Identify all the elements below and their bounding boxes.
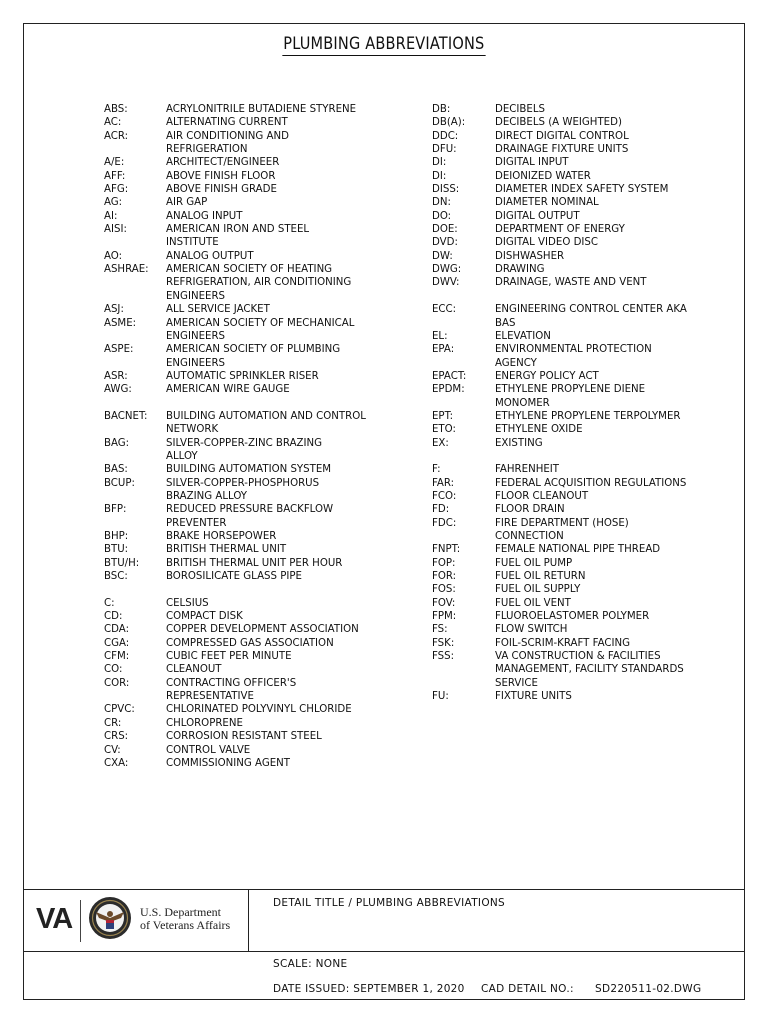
abbreviation-code: ASJ:: [104, 304, 124, 316]
abbreviation-code: FOR:: [432, 571, 457, 583]
abbreviation-code: FOS:: [432, 584, 456, 596]
abbreviation-code: FPM:: [432, 611, 457, 623]
abbreviation-entry: [432, 130, 705, 143]
abbreviation-definition: FLOOR CLEANOUT: [495, 490, 589, 502]
abbreviation-definition: CONTROL VALVE: [166, 744, 251, 756]
abbreviation-definition: SILVER-COPPER-ZINC BRAZING ALLOY: [166, 437, 323, 462]
abbreviation-definition: CLEANOUT: [166, 664, 222, 676]
abbreviation-definition: BRITISH THERMAL UNIT PER HOUR: [166, 557, 343, 569]
abbreviation-code: FSK:: [432, 637, 455, 649]
abbreviation-entry: [104, 156, 396, 169]
abbreviation-code: BTU:: [104, 544, 129, 556]
abbreviation-definition: AIR CONDITIONING AND REFRIGERATION: [166, 130, 289, 156]
abbreviation-code: CFM:: [104, 651, 130, 663]
abbreviation-entry: [104, 677, 396, 704]
abbreviation-definition: BRITISH THERMAL UNIT: [166, 544, 287, 556]
abbreviation-code: DISS:: [432, 184, 460, 196]
abbreviation-code: EX:: [432, 437, 449, 449]
section-gap: [104, 583, 396, 596]
abbreviation-code: FDC:: [432, 517, 457, 529]
abbreviation-code: AO:: [104, 250, 123, 262]
abbreviation-code: FS:: [432, 624, 448, 636]
abbreviation-definition: BUILDING AUTOMATION AND CONTROL NETWORK: [166, 410, 366, 436]
abbreviation-definition: FLOW SWITCH: [495, 624, 568, 636]
abbreviation-code: DOE:: [432, 224, 458, 236]
abbreviation-entry: [104, 610, 396, 623]
page-title: PLUMBING ABBREVIATIONS: [283, 34, 485, 54]
abbreviation-definition: ACRYLONITRILE BUTADIENE STYRENE: [166, 104, 357, 115]
abbreviation-entry: [104, 543, 396, 556]
cad-detail-number: SD220511-02.DWG: [595, 983, 702, 995]
abbreviation-entry: [104, 730, 396, 743]
abbreviation-entry: [432, 223, 705, 236]
abbreviation-entry: [432, 410, 705, 423]
va-seal-icon: [88, 896, 132, 940]
abbreviation-code: CRS:: [104, 731, 129, 743]
abbreviation-code: BAS:: [104, 464, 128, 476]
abbreviation-definition: SILVER-COPPER-PHOSPHORUS BRAZING ALLOY: [166, 477, 320, 502]
abbreviation-definition: VA CONSTRUCTION & FACILITIES MANAGEMENT, FACILITY STANDARDS SERVICE: [495, 651, 684, 689]
abbreviation-entry: [104, 623, 396, 636]
abbreviation-code: DWG:: [432, 264, 462, 276]
abbreviation-definition: CONTRACTING OFFICER'S REPRESENTATIVE: [166, 677, 297, 703]
abbreviation-definition: DEIONIZED WATER: [495, 170, 591, 182]
abbreviation-definition: ANALOG OUTPUT: [166, 250, 254, 262]
abbreviation-definition: BUILDING AUTOMATION SYSTEM: [166, 464, 332, 476]
abbreviation-entry: [104, 116, 396, 129]
abbreviation-entry: [432, 437, 705, 450]
abbreviation-entry: [104, 744, 396, 757]
abbreviation-entry: [432, 383, 705, 410]
abbreviation-entry: [104, 477, 396, 504]
abbreviation-definition: DIRECT DIGITAL CONTROL: [495, 130, 629, 142]
abbreviation-entry: [432, 597, 705, 610]
abbreviation-entry: [432, 303, 705, 330]
abbreviation-definition: FLUOROELASTOMER POLYMER: [495, 611, 650, 623]
abbreviation-code: ABS:: [104, 104, 128, 115]
abbreviation-code: FU:: [432, 691, 449, 703]
abbreviation-code: FAR:: [432, 477, 455, 489]
abbreviation-definition: AMERICAN WIRE GAUGE: [166, 384, 290, 396]
abbreviation-code: C:: [104, 597, 115, 609]
abbreviation-code: ECC:: [432, 304, 457, 316]
abbreviation-entry: [104, 303, 396, 316]
abbreviation-code: EPT:: [432, 410, 454, 422]
abbreviation-definition: ENGINEERING CONTROL CENTER AKA BAS: [495, 304, 687, 329]
section-gap: [432, 450, 705, 463]
abbreviation-entry: [104, 196, 396, 209]
abbreviation-entry: [104, 703, 396, 716]
abbreviation-entry: [432, 250, 705, 263]
abbreviation-entry: [432, 156, 705, 169]
abbreviation-entry: [432, 583, 705, 596]
abbreviation-code: DDC:: [432, 130, 459, 142]
abbreviation-entry: [104, 223, 396, 250]
abbreviation-entry: [104, 503, 396, 530]
abbreviation-code: EPDM:: [432, 384, 465, 396]
abbreviation-definition: DRAWING: [495, 264, 545, 276]
abbreviation-definition: DRAINAGE FIXTURE UNITS: [495, 144, 629, 156]
abbreviation-entry: [432, 477, 705, 490]
abbreviation-entry: [104, 130, 396, 157]
abbreviation-code: CO:: [104, 664, 123, 676]
abbreviation-code: DWV:: [432, 277, 460, 289]
abbreviation-definition: ELEVATION: [495, 330, 551, 342]
cad-detail-label: CAD DETAIL NO.:: [481, 983, 574, 995]
abbreviation-definition: FUEL OIL PUMP: [495, 557, 573, 569]
abbreviation-code: FD:: [432, 504, 450, 516]
abbreviation-definition: FUEL OIL VENT: [495, 597, 571, 609]
abbreviation-code: CDA:: [104, 624, 130, 636]
abbreviation-entry: [432, 610, 705, 623]
abbreviation-definition: ALTERNATING CURRENT: [166, 117, 288, 129]
logo-separator: [80, 900, 81, 942]
abbreviation-definition: FAHRENHEIT: [495, 464, 560, 476]
title-block-divider-top: [23, 889, 745, 890]
abbreviation-entry: [104, 597, 396, 610]
abbreviation-definition: FUEL OIL SUPPLY: [495, 584, 581, 596]
abbreviation-definition: AMERICAN SOCIETY OF PLUMBING ENGINEERS: [166, 344, 341, 369]
abbreviation-code: EPACT:: [432, 370, 467, 382]
abbreviation-entry: [432, 637, 705, 650]
abbreviation-entry: [104, 663, 396, 676]
abbreviation-code: BAG:: [104, 437, 130, 449]
abbreviation-code: ASME:: [104, 317, 137, 329]
abbreviation-code: F:: [432, 464, 441, 476]
abbreviation-definition: COMPACT DISK: [166, 611, 243, 623]
abbreviation-code: DB:: [432, 104, 451, 115]
abbreviation-entry: [104, 317, 396, 344]
abbreviation-entry: [432, 263, 705, 276]
abbreviation-definition: DEPARTMENT OF ENERGY: [495, 224, 625, 236]
abbreviation-entry: [432, 143, 705, 156]
abbreviation-definition: CELSIUS: [166, 597, 209, 609]
department-name: U.S. Department of Veterans Affairs: [140, 905, 231, 932]
abbreviation-definition: FUEL OIL RETURN: [495, 571, 586, 583]
abbreviation-code: AWG:: [104, 384, 132, 396]
abbreviation-definition: COMPRESSED GAS ASSOCIATION: [166, 637, 334, 649]
abbreviation-definition: DIAMETER INDEX SAFETY SYSTEM: [495, 184, 669, 196]
abbreviation-definition: DIGITAL OUTPUT: [495, 210, 580, 222]
abbreviation-entry: [104, 717, 396, 730]
abbreviation-code: AISI:: [104, 224, 127, 236]
abbreviation-entry: [104, 650, 396, 663]
abbreviation-entry: [104, 370, 396, 383]
abbreviation-definition: FEMALE NATIONAL PIPE THREAD: [495, 544, 661, 556]
title-block-divider-vertical: [248, 889, 249, 951]
abbreviation-definition: ABOVE FINISH FLOOR: [166, 170, 276, 182]
abbreviation-code: FCO:: [432, 490, 457, 502]
abbreviation-code: DFU:: [432, 144, 457, 156]
abbreviation-entry: [104, 210, 396, 223]
abbreviation-code: AC:: [104, 117, 122, 129]
abbreviation-definition: ENVIRONMENTAL PROTECTION AGENCY: [495, 344, 652, 369]
abbreviation-entry: [432, 116, 705, 129]
section-gap: [432, 290, 705, 303]
abbreviation-entry: [432, 503, 705, 516]
abbreviation-entry: [432, 423, 705, 436]
abbreviation-definition: CHLORINATED POLYVINYL CHLORIDE: [166, 704, 352, 716]
abbreviation-code: CPVC:: [104, 704, 135, 716]
abbreviation-entry: [104, 383, 396, 396]
abbreviation-entry: [104, 570, 396, 583]
abbreviation-entry: [104, 170, 396, 183]
abbreviation-definition: AUTOMATIC SPRINKLER RISER: [166, 370, 319, 382]
abbreviation-code: FNPT:: [432, 544, 461, 556]
abbreviation-definition: FOIL-SCRIM-KRAFT FACING: [495, 637, 630, 649]
abbreviation-code: DVD:: [432, 237, 458, 249]
abbreviation-code: CR:: [104, 717, 122, 729]
abbreviation-code: DO:: [432, 210, 452, 222]
abbreviation-code: BFP:: [104, 504, 127, 516]
abbreviation-entry: [432, 343, 705, 370]
date-issued: DATE ISSUED: SEPTEMBER 1, 2020: [273, 983, 465, 995]
abbreviation-code: ACR:: [104, 130, 129, 142]
abbreviation-code: AFG:: [104, 184, 129, 196]
abbreviation-code: CGA:: [104, 637, 130, 649]
abbreviation-definition: COMMISSIONING AGENT: [166, 757, 291, 769]
abbreviation-definition: ARCHITECT/ENGINEER: [166, 157, 280, 169]
abbreviation-entry: [432, 557, 705, 570]
abbreviation-list-right: [432, 103, 705, 703]
abbreviation-definition: CHLOROPRENE: [166, 717, 243, 729]
abbreviation-code: DN:: [432, 197, 451, 209]
abbreviation-entry: [432, 103, 705, 116]
abbreviation-code: BSC:: [104, 571, 128, 583]
abbreviation-definition: DIGITAL VIDEO DISC: [495, 237, 599, 249]
abbreviation-definition: DISHWASHER: [495, 250, 565, 262]
abbreviation-entry: [432, 490, 705, 503]
abbreviation-code: DI:: [432, 157, 447, 169]
abbreviation-entry: [104, 343, 396, 370]
title-block-divider-middle: [23, 951, 745, 952]
abbreviation-entry: [104, 410, 396, 437]
abbreviation-code: ASHRAE:: [104, 264, 149, 276]
abbreviation-definition: AMERICAN SOCIETY OF HEATING REFRIGERATION, AIR CONDITIONING ENGINEERS: [166, 264, 352, 302]
abbreviation-definition: ANALOG INPUT: [166, 210, 243, 222]
abbreviation-code: ASPE:: [104, 344, 134, 356]
abbreviation-code: AG:: [104, 197, 123, 209]
abbreviation-entry: [104, 530, 396, 543]
detail-title: DETAIL TITLE / PLUMBING ABBREVIATIONS: [273, 897, 505, 909]
abbreviation-code: CV:: [104, 744, 121, 756]
abbreviation-definition: FIXTURE UNITS: [495, 691, 572, 703]
abbreviation-entry: [432, 543, 705, 556]
abbreviation-definition: COPPER DEVELOPMENT ASSOCIATION: [166, 624, 359, 636]
abbreviation-definition: DRAINAGE, WASTE AND VENT: [495, 277, 647, 289]
abbreviation-code: DI:: [432, 170, 447, 182]
abbreviation-code: ETO:: [432, 424, 456, 436]
abbreviation-entry: [432, 650, 705, 690]
abbreviation-definition: DIGITAL INPUT: [495, 157, 569, 169]
abbreviation-code: AFF:: [104, 170, 126, 182]
abbreviation-code: CD:: [104, 611, 123, 623]
abbreviation-code: BACNET:: [104, 410, 148, 422]
abbreviation-definition: REDUCED PRESSURE BACKFLOW PREVENTER: [166, 504, 334, 529]
abbreviation-entry: [432, 330, 705, 343]
abbreviation-entry: [432, 196, 705, 209]
va-logo-letters: VA: [36, 903, 73, 935]
abbreviation-entry: [432, 170, 705, 183]
abbreviation-code: COR:: [104, 677, 130, 689]
abbreviation-definition: ALL SERVICE JACKET: [166, 304, 270, 316]
abbreviation-code: FSS:: [432, 651, 455, 663]
scale-label: SCALE: NONE: [273, 958, 348, 970]
abbreviation-definition: CORROSION RESISTANT STEEL: [166, 731, 322, 743]
abbreviation-entry: [432, 517, 705, 544]
abbreviation-entry: [432, 623, 705, 636]
abbreviation-entry: [104, 757, 396, 770]
abbreviation-definition: AMERICAN IRON AND STEEL INSTITUTE: [166, 224, 310, 249]
abbreviation-entry: [432, 690, 705, 703]
abbreviation-definition: ETHYLENE PROPYLENE TERPOLYMER: [495, 410, 681, 422]
abbreviation-entry: [104, 437, 396, 464]
abbreviation-definition: ETHYLENE PROPYLENE DIENE MONOMER: [495, 384, 646, 409]
abbreviation-definition: FEDERAL ACQUISITION REGULATIONS: [495, 477, 687, 489]
abbreviation-entry: [104, 637, 396, 650]
abbreviation-code: ASR:: [104, 370, 128, 382]
abbreviation-definition: CUBIC FEET PER MINUTE: [166, 651, 292, 663]
abbreviation-code: EL:: [432, 330, 448, 342]
abbreviation-definition: AMERICAN SOCIETY OF MECHANICAL ENGINEERS: [166, 317, 355, 342]
section-gap: [104, 397, 396, 410]
abbreviation-code: BHP:: [104, 531, 129, 542]
abbreviation-list-left: [104, 103, 396, 770]
abbreviation-definition: EXISTING: [495, 437, 543, 449]
abbreviation-entry: [104, 557, 396, 570]
abbreviation-entry: [104, 183, 396, 196]
abbreviation-definition: AIR GAP: [166, 197, 208, 209]
abbreviation-definition: DIAMETER NOMINAL: [495, 197, 599, 209]
abbreviation-entry: [104, 103, 396, 116]
abbreviation-entry: [104, 250, 396, 263]
abbreviation-entry: [432, 210, 705, 223]
abbreviation-code: EPA:: [432, 344, 455, 356]
abbreviation-definition: DECIBELS: [495, 104, 545, 115]
abbreviation-definition: BRAKE HORSEPOWER: [166, 531, 277, 542]
abbreviation-code: DW:: [432, 250, 453, 262]
abbreviation-entry: [432, 183, 705, 196]
abbreviation-code: FOV:: [432, 597, 456, 609]
abbreviation-entry: [432, 463, 705, 476]
abbreviation-entry: [104, 263, 396, 303]
abbreviation-code: CXA:: [104, 757, 129, 769]
abbreviation-definition: ENERGY POLICY ACT: [495, 370, 599, 382]
abbreviation-code: A/E:: [104, 157, 125, 169]
abbreviation-entry: [104, 463, 396, 476]
abbreviation-definition: FIRE DEPARTMENT (HOSE) CONNECTION: [495, 517, 629, 542]
abbreviation-definition: FLOOR DRAIN: [495, 504, 565, 516]
abbreviation-code: BCUP:: [104, 477, 135, 489]
abbreviation-code: BTU/H:: [104, 557, 140, 569]
abbreviation-definition: DECIBELS (A WEIGHTED): [495, 117, 622, 129]
abbreviation-definition: BOROSILICATE GLASS PIPE: [166, 571, 302, 583]
abbreviation-entry: [432, 236, 705, 249]
abbreviation-code: FOP:: [432, 557, 456, 569]
abbreviation-definition: ABOVE FINISH GRADE: [166, 184, 277, 196]
abbreviation-entry: [432, 370, 705, 383]
abbreviation-code: AI:: [104, 210, 118, 222]
abbreviation-definition: ETHYLENE OXIDE: [495, 424, 583, 436]
abbreviation-entry: [432, 276, 705, 289]
abbreviation-entry: [432, 570, 705, 583]
abbreviation-code: DB(A):: [432, 117, 466, 129]
